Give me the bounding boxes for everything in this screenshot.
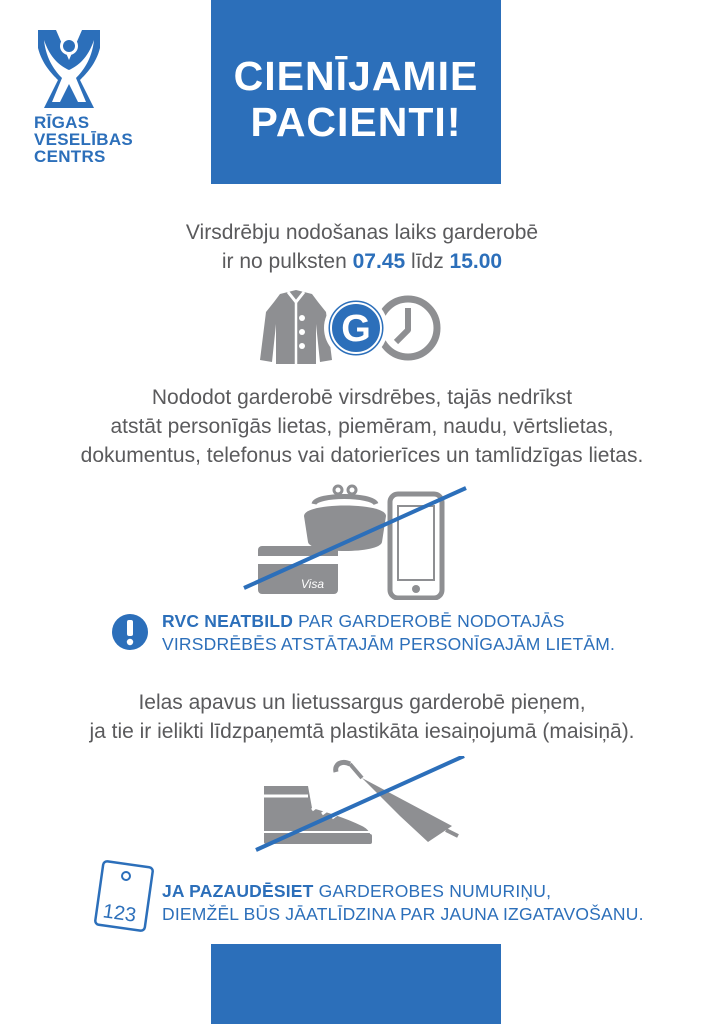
rvc-logo-icon [34, 30, 104, 108]
rvc-logo [34, 30, 144, 165]
liability-line-1-rest: PAR GARDEROBĒ NODOTAJĀS [293, 611, 565, 631]
garderobe-icons [258, 288, 448, 368]
jacket-icon [260, 290, 332, 364]
hours-paragraph [0, 218, 724, 276]
title-line-1: CIENĪJAMIE [233, 53, 479, 99]
shoes-notice-line-2: ja tie ir ielikti līdzpaņemtā plastikāta iesaiņojumā (maisiņā). [89, 720, 635, 743]
lost-tag-bold: JA PAZAUDĒSIET [162, 881, 314, 901]
items-warning-line-2: atstāt personīgās lietas, piemēram, naudu, vērtslietas, [110, 415, 614, 438]
hours-prefix: ir no pulksten [221, 250, 353, 273]
liability-bold: RVC NEATBILD [162, 611, 294, 631]
hours-line-2 [0, 247, 724, 276]
tag-number: 123 [101, 900, 138, 927]
card-label: Visa [300, 577, 324, 591]
lost-tag-line-2: DIEMŽĒL BŪS JĀATLĪDZINA PAR JAUNA IZGATAVOŠANU. [162, 904, 644, 924]
time-from: 07.45 [352, 250, 406, 273]
lost-tag-line-1-rest: GARDEROBES NUMURIŅU, [313, 881, 552, 901]
time-to: 15.00 [449, 250, 503, 273]
hours-mid: līdz [405, 250, 450, 273]
shoes-umbrella-icons [250, 756, 480, 856]
logo-line-3: CENTRS [34, 147, 106, 166]
logo-line-2: VESELĪBAS [34, 130, 134, 149]
items-warning-line-3: dokumentus, telefonus vai datorierīces un tamlīdzīgas lietas. [80, 444, 644, 467]
garderobe-g-badge [324, 296, 388, 360]
shoe-icon [264, 786, 372, 844]
valuables-icons [232, 476, 482, 600]
items-warning-paragraph [0, 383, 724, 470]
bottom-bar [211, 944, 501, 1024]
exclamation-icon [110, 612, 150, 652]
lost-tag-line-1 [162, 880, 644, 903]
garderobe-g-label: G [341, 308, 371, 350]
title-line-2: PACIENTI! [250, 99, 462, 145]
liability-line-1 [162, 610, 615, 633]
shoes-notice-paragraph [0, 688, 724, 746]
hours-line-1: Virsdrēbju nodošanas laiks garderobē [185, 221, 539, 244]
liability-notice [162, 610, 615, 656]
liability-line-2: VIRSDRĒBĒS ATSTĀTAJĀM PERSONĪGAJĀM LIETĀM. [162, 634, 616, 654]
number-tag-icon [93, 860, 155, 932]
items-warning-line-1: Nododot garderobē virsdrēbes, tajās nedrīkst [151, 386, 573, 409]
shoes-notice-line-1: Ielas apavus un lietussargus garderobē pieņem, [138, 691, 586, 714]
strike-line-valuables [244, 488, 466, 588]
title-box [211, 0, 501, 184]
logo-line-1: RĪGAS [34, 113, 90, 132]
lost-tag-notice [162, 880, 644, 926]
